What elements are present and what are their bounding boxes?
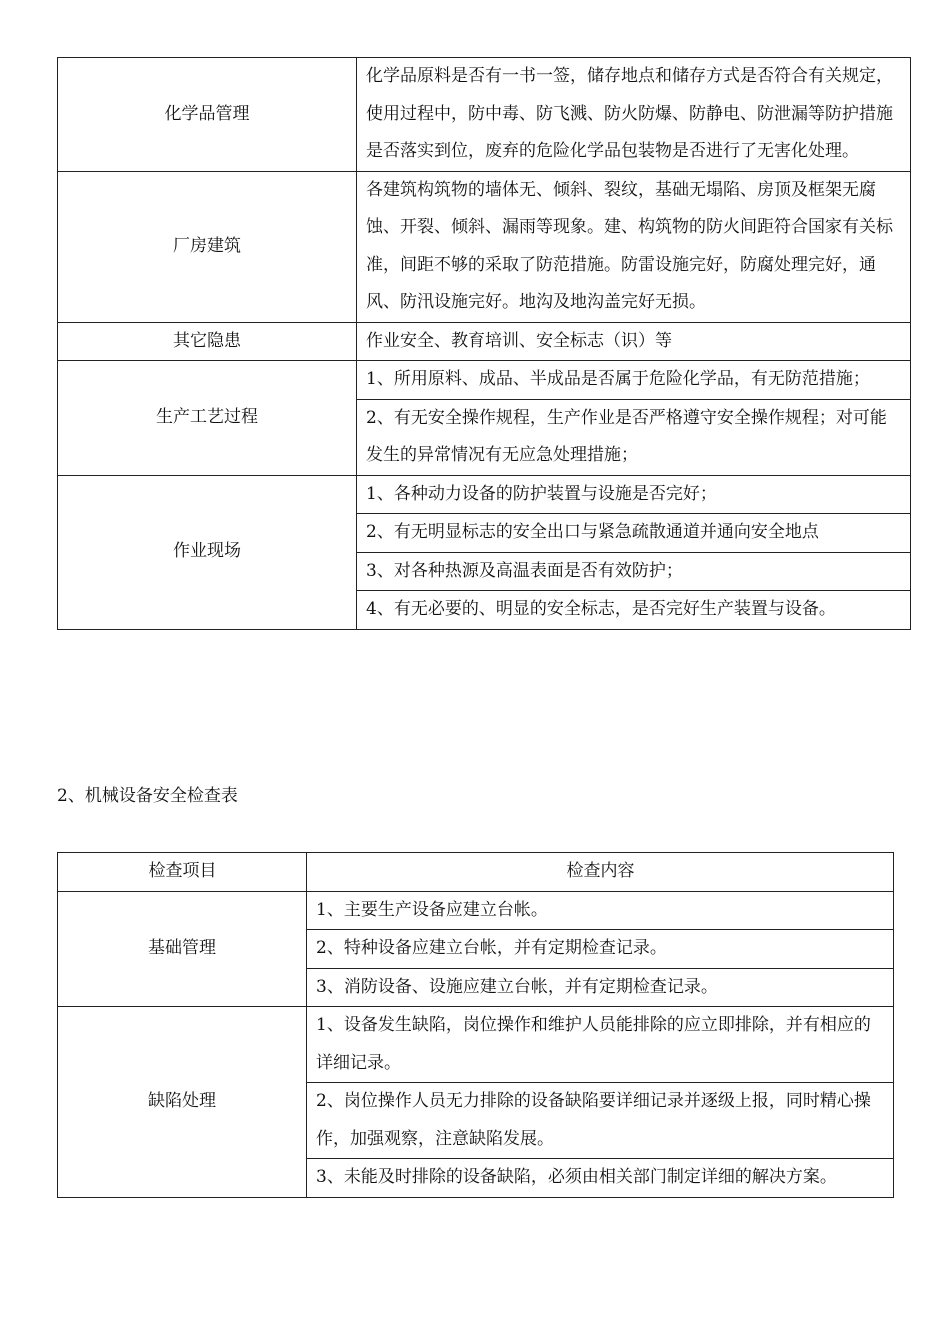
content-cell: 1、所用原料、成品、半成品是否属于危险化学品，有无防范措施； — [357, 361, 911, 400]
section-heading: 2、机械设备安全检查表 — [57, 786, 238, 806]
table-row — [58, 58, 911, 172]
content-cell: 作业安全、教育培训、安全标志（识）等 — [357, 322, 911, 361]
content-cell: 1、设备发生缺陷，岗位操作和维护人员能排除的应立即排除，并有相应的详细记录。 — [307, 1007, 894, 1083]
content-cell: 3、消防设备、设施应建立台帐，并有定期检查记录。 — [307, 968, 894, 1007]
category-cell: 化学品管理 — [58, 58, 357, 172]
table-header-row — [58, 853, 894, 892]
category-cell: 其它隐患 — [58, 322, 357, 361]
content-cell: 化学品原料是否有一书一签，储存地点和储存方式是否符合有关规定，使用过程中，防中毒、防飞溅、防火防爆、防静电、防泄漏等防护措施是否落实到位，废弃的危险化学品包装物是否进行了无害化处理。 — [357, 58, 911, 172]
content-cell: 2、有无安全操作规程，生产作业是否严格遵守安全操作规程；对可能发生的异常情况有无应急处理措施； — [357, 399, 911, 475]
content-cell: 4、有无必要的、明显的安全标志，是否完好生产装置与设备。 — [357, 591, 911, 630]
category-cell: 厂房建筑 — [58, 171, 357, 322]
content-cell: 3、对各种热源及高温表面是否有效防护； — [357, 552, 911, 591]
category-cell: 缺陷处理 — [58, 1007, 307, 1198]
column-header-item: 检查项目 — [58, 853, 307, 892]
table-row — [58, 322, 911, 361]
content-cell: 2、有无明显标志的安全出口与紧急疏散通道并通向安全地点 — [357, 514, 911, 553]
content-cell: 各建筑构筑物的墙体无、倾斜、裂纹，基础无塌陷、房顶及框架无腐蚀、开裂、倾斜、漏雨等现象。建、构筑物的防火间距符合国家有关标准，间距不够的采取了防范措施。防雷设施完好，防腐处理完好，通风、防汛设施完好。地沟及地沟盖完好无损。 — [357, 171, 911, 322]
table-row — [58, 171, 911, 322]
category-cell: 基础管理 — [58, 891, 307, 1007]
equipment-check-table — [57, 852, 894, 1198]
table-row — [58, 1007, 894, 1083]
category-cell: 作业现场 — [58, 475, 357, 629]
table-row — [58, 475, 911, 514]
content-cell: 2、岗位操作人员无力排除的设备缺陷要详细记录并逐级上报，同时精心操作，加强观察，注意缺陷发展。 — [307, 1083, 894, 1159]
table-row — [58, 891, 894, 930]
hazard-check-table — [57, 57, 911, 630]
content-cell: 1、各种动力设备的防护装置与设施是否完好； — [357, 475, 911, 514]
content-cell: 2、特种设备应建立台帐，并有定期检查记录。 — [307, 930, 894, 969]
content-cell: 3、未能及时排除的设备缺陷，必须由相关部门制定详细的解决方案。 — [307, 1159, 894, 1198]
category-cell: 生产工艺过程 — [58, 361, 357, 476]
column-header-content: 检查内容 — [307, 853, 894, 892]
content-cell: 1、主要生产设备应建立台帐。 — [307, 891, 894, 930]
table-row — [58, 361, 911, 400]
